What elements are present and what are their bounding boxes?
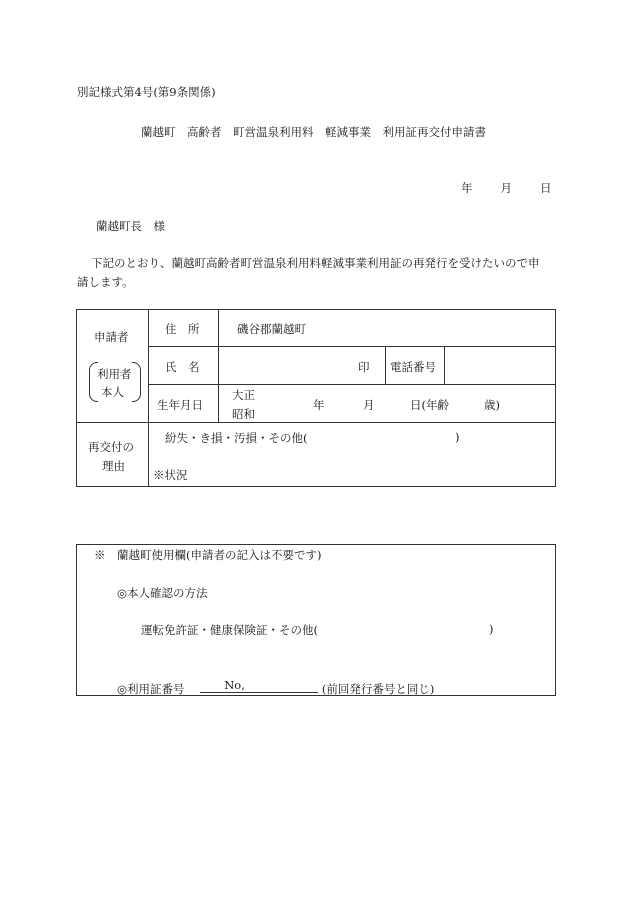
age-suffix: 歳) <box>484 398 500 412</box>
verification-close-paren: ) <box>489 622 494 636</box>
form-title: 蘭越町 高齢者 町営温泉利用料 軽減事業 利用証再交付申請書 <box>141 125 486 139</box>
table-divider <box>148 346 555 347</box>
reason-close-paren: ) <box>455 430 460 444</box>
era-showa: 昭和 <box>232 407 255 421</box>
verification-title: ◎本人確認の方法 <box>117 586 208 600</box>
date-line <box>461 180 552 196</box>
right-bracket <box>132 362 141 402</box>
seal-mark: 印 <box>358 360 370 374</box>
intro-text-line-1: 下記のとおり、蘭越町高齢者町営温泉利用料軽減事業利用証の再発行を受けたいので申 <box>91 256 540 270</box>
office-use-box <box>76 544 556 696</box>
self-label: 本人 <box>101 385 124 399</box>
user-self-bracket <box>89 360 141 404</box>
form-reference: 別記様式第4号(第9条関係) <box>77 85 216 99</box>
era-taisho: 大正 <box>232 388 255 402</box>
birth-year-label: 年 <box>313 398 325 412</box>
reason-label-1: 再交付の <box>88 440 134 454</box>
card-number-row <box>117 678 434 697</box>
card-number-label: ◎利用証番号 <box>117 682 185 696</box>
addressee: 蘭越町長 様 <box>96 219 165 233</box>
reason-options[interactable]: 紛失・き損・汚損・その他( <box>165 431 308 445</box>
date-year-label: 年 <box>461 181 473 195</box>
applicant-label: 申請者 <box>94 330 129 344</box>
phone-label: 電話番号 <box>390 360 436 374</box>
office-use-heading: ※ 蘭越町使用欄(申請者の記入は不要です) <box>94 548 322 562</box>
birthdate-label: 生年月日 <box>157 398 203 412</box>
applicant-table <box>76 309 556 487</box>
birth-day-age-label: 日(年齢 <box>410 398 449 412</box>
user-label: 利用者 <box>97 367 132 381</box>
date-day-label: 日 <box>540 181 552 195</box>
card-number-prefix: No, <box>224 678 245 692</box>
table-divider <box>218 310 219 422</box>
card-number-field[interactable] <box>200 678 318 693</box>
name-label: 氏 名 <box>165 360 200 374</box>
table-divider <box>385 346 386 384</box>
address-value[interactable]: 磯谷郡蘭越町 <box>237 322 306 336</box>
table-divider <box>444 346 445 384</box>
reason-label-2: 理由 <box>102 459 125 473</box>
intro-text-line-2: 請します。 <box>77 275 134 289</box>
table-divider <box>148 310 149 486</box>
card-number-note: (前回発行番号と同じ) <box>321 682 435 696</box>
verification-options[interactable]: 運転免許証・健康保険証・その他( <box>141 623 318 637</box>
date-month-label: 月 <box>500 181 512 195</box>
table-divider <box>148 384 555 385</box>
birth-month-label: 月 <box>363 398 375 412</box>
situation-label: ※状況 <box>153 468 188 482</box>
table-divider <box>77 422 555 423</box>
address-label: 住 所 <box>165 322 200 336</box>
